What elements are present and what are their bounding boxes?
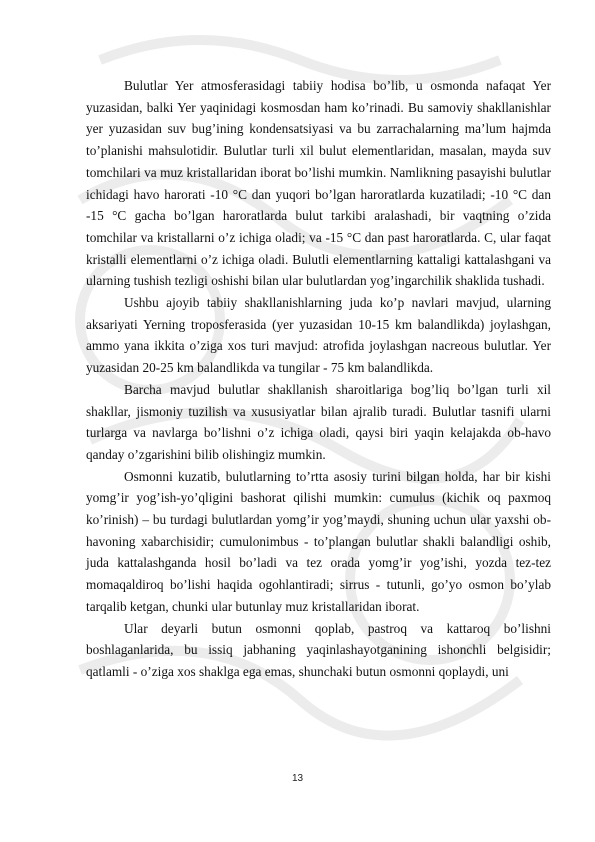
- watermark-swirl-top: [100, 40, 500, 80]
- paragraph-2: Ushbu ajoyib tabiiy shakllanishlarning juda ko’p navlari mavjud, ularning aksariyati Yerning troposferasida (yer yuzasidan 10-15 km balandlikda) joylashgan, ammo yana ikkita o’ziga xos turi mavjud: atrofida joylashgan nacreous bulutlar. Yer yuzasidan 20-25 km balandlikda va tungilar - 75 km balandlikda.: [86, 295, 551, 376]
- paragraph-1: Bulutlar Yer atmosferasidagi tabiiy hodisa bo’lib, u osmonda nafaqat Yer yuzasidan, balki Yer yaqinidagi kosmosdan ham ko’rinadi. Bu samoviy shakllanishlar yer yuzasidan suv bug’ining kondensatsiyasi va bu zarrachalarning ma’lum hajmda to’planishi mahsulotidir. Bulutlar turli xil bulut elementlaridan, masalan, mayda suv tomchilari va muz kristallaridan iborat bo’lishi mumkin. Namlikning pasayishi bulutlar ichidagi havo harorati -10 °C dan yuqori bo’lgan haroratlarda kuzatiladi; -10 °C dan -15 °C gacha bo’lgan haroratlarda bulut tarkibi aralashadi, bir vaqtning o’zida tomchilar va kristallarni o’z ichiga oladi; va -15 °C dan past haroratlarda. C, ular faqat kristalli elementlarni o’z ichiga oladi. Bulutli elementlarning kattaligi kattalashgani va ularning tushish tezligi oshishi bilan ular bulutlardan yog’ingarchilik shaklida tushadi.: [86, 78, 551, 289]
- page-number: 13: [291, 773, 304, 784]
- paragraph-3: Barcha mavjud bulutlar shakllanish sharoitlariga bog’liq bo’lgan turli xil shakllar, jismoniy tuzilish va xususiyatlar bilan ajralib turadi. Bulutlar tasnifi ularni turlarga va navlarga bo’lishni o’z ichiga oladi, qaysi biri yaqin kelajakda ob-havo qanday o’zgarishini bilib olishingiz mumkin.: [86, 381, 551, 462]
- paragraph-4: Osmonni kuzatib, bulutlarning to’rtta asosiy turini bilgan holda, har bir kishi yomg’ir yog’ish-yo’qligini bashorat qilishi mumkin: cumulus (kichik oq paxmoq ko’rinish) – bu turdagi bulutlardan yomg’ir yog’maydi, shuning uchun ular yaxshi ob-havoning xabarchisidir; cumulonimbus - to’plangan bulutlar shakli balandligi oshib, juda kattalashganda hosil bo’ladi va tez orada yomg’ir yog’ishi, yozda tez-tez momaqaldiroq bo’lishi haqida ogohlantiradi; sirrus - tutunli, go’yo osmon bo’ylab tarqalib ketgan, chunki ular butunlay muz kristallaridan iborat.: [86, 468, 551, 614]
- document-body: [86, 75, 551, 683]
- paragraph-5: Ular deyarli butun osmonni qoplab, pastroq va kattaroq bo’lishni boshlaganlarida, bu issiq jabhaning yaqinlashayotganining ishonchli belgisidir; qatlamli - o’ziga xos shaklga ega emas, shunchaki butun osmonni qoplaydi, uni: [86, 620, 551, 679]
